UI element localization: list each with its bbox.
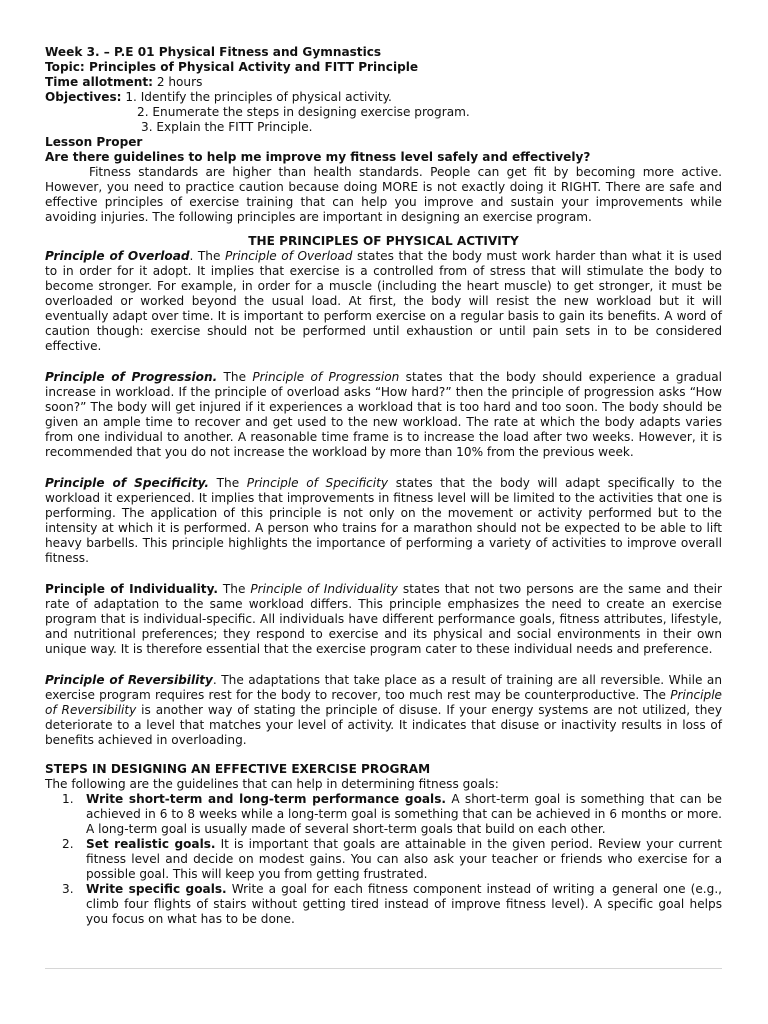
objective-3: 3. Explain the FITT Principle. <box>141 120 313 134</box>
individuality-italic: Principle of Individuality <box>250 582 398 596</box>
step-item <box>45 837 722 882</box>
reversibility-body-1: . The adaptations that take place as a result of training are all reversible. While an exercise program requires rest for the body to recover, too much rest may be counterproductive. The <box>45 673 722 702</box>
individuality-pre: The <box>217 582 251 596</box>
individuality-title: Principle of Individuality. <box>45 582 218 596</box>
overload-title: Principle of Overload <box>45 249 190 263</box>
specificity-body: states that the body will adapt specifically to the workload it experienced. It implies that improvements in fitness level will be limited to the activities that one is performing. The application of this principle is not only on the movement or activity performed but to the intensity at which it is performed. A person who trains for a marathon should not be expected to be able to lift heavy barbells. This principle highlights the importance of performing a variety of activities to improve overall fitness. <box>45 476 723 565</box>
intro-paragraph: Fitness standards are higher than health standards. People can get fit by becoming more active. However, you need to practice caution because doing MORE is not exactly doing it RIGHT. There are safe and effective principles of exercise training that can help you improve and sustain your improvements while avoiding injuries. The following principles are important in designing an exercise program. <box>45 165 722 224</box>
steps-list <box>45 792 722 927</box>
step-number: 2. <box>62 837 74 851</box>
time-label: Time allotment: <box>45 75 153 89</box>
overload-italic: Principle of Overload <box>224 249 353 263</box>
individuality-paragraph <box>45 582 722 657</box>
footer-divider <box>45 968 722 969</box>
specificity-italic: Principle of Specificity <box>246 476 389 490</box>
time-allotment <box>45 75 722 90</box>
step-body: A short-term goal is something that can be achieved in 6 to 8 weeks while a long-term goal is something that can be achieved in 6 months or more. A long-term goal is usually made of several short-term goals that build on each other. <box>86 792 722 836</box>
progression-pre: The <box>217 370 253 384</box>
guiding-question: Are there guidelines to help me improve my fitness level safely and effectively? <box>45 150 591 164</box>
steps-heading: STEPS IN DESIGNING AN EFFECTIVE EXERCISE PROGRAM <box>45 762 431 776</box>
step-title: Set realistic goals. <box>86 837 216 851</box>
step-body: Write a goal for each fitness component instead of writing a general one (e.g., climb four flights of stairs without getting tired instead of improve fitness level). A specific goal helps you focus on what has to be done. <box>86 882 723 926</box>
specificity-title: Principle of Specificity. <box>45 476 209 490</box>
overload-paragraph <box>45 249 722 354</box>
lesson-proper-heading: Lesson Proper <box>45 135 143 149</box>
overload-body: states that the body must work harder than what it is used to in order for it adopt. It implies that exercise is a controlled from of stress that will stimulate the body to become stronger. For example, in order for a muscle (including the heart muscle) to get stronger, it must be overloaded or worked beyond the usual load. At first, the body will resist the new workload but it will eventually adapt over time. It is important to perform exercise on a regular basis to gain its benefits. A word of caution though: exercise should not be performed until exhaustion or until pain sets in to be considered effective. <box>45 249 722 353</box>
objective-2: 2. Enumerate the steps in designing exercise program. <box>137 105 470 119</box>
step-number: 3. <box>62 882 74 896</box>
objectives-label: Objectives: <box>45 90 122 104</box>
steps-intro: The following are the guidelines that can help in determining fitness goals: <box>45 777 499 791</box>
document-page <box>45 45 722 927</box>
reversibility-title: Principle of Reversibility <box>45 673 213 687</box>
specificity-pre: The <box>209 476 247 490</box>
objective-1-text: 1. Identify the principles of physical activity. <box>121 90 392 104</box>
time-value: 2 hours <box>152 75 203 89</box>
specificity-paragraph <box>45 476 722 566</box>
overload-pre: . The <box>189 249 225 263</box>
step-title: Write short-term and long-term performance goals. <box>86 792 446 806</box>
topic-line: Topic: Principles of Physical Activity and FITT Principle <box>45 60 419 74</box>
week-title: Week 3. – P.E 01 Physical Fitness and Gymnastics <box>45 45 382 59</box>
objective-1 <box>45 90 722 105</box>
step-title: Write specific goals. <box>86 882 227 896</box>
step-item <box>45 882 722 927</box>
individuality-body: states that not two persons are the same and their rate of adaptation to the same workload differs. This principle emphasizes the need to create an exercise program that is individual-specific. All individuals have different performance goals, fitness attributes, lifestyle, and nutritional preferences; they respond to exercise and its physical and social environments in their own unique way. It is therefore essential that the exercise program cater to these individual needs and preference. <box>45 582 722 656</box>
reversibility-paragraph <box>45 673 722 748</box>
principles-heading: THE PRINCIPLES OF PHYSICAL ACTIVITY <box>248 234 519 248</box>
progression-paragraph <box>45 370 722 460</box>
step-number: 1. <box>62 792 74 806</box>
reversibility-body-2: is another way of stating the principle of disuse. If your energy systems are not utilized, they deteriorate to a level that matches your level of activity. It indicates that disuse or inactivity results in loss of benefits achieved in overloading. <box>45 703 722 747</box>
reversibility-italic: Principle of Reversibility <box>45 688 722 717</box>
progression-italic: Principle of Progression <box>252 370 400 384</box>
step-body: It is important that goals are attainable in the given period. Review your current fitness level and decide on modest gains. You can also ask your teacher or friends who exercise for a possible goal. This will keep you from getting frustrated. <box>86 837 722 881</box>
progression-title: Principle of Progression. <box>45 370 218 384</box>
step-item <box>45 792 722 837</box>
progression-body: states that the body should experience a gradual increase in workload. If the principle of overload asks “How hard?” then the principle of progression asks “How soon?” The body will get injured if it experiences a workload that is too hard and too soon. The body should be given an ample time to recover and get used to the new workload. The rate at which the body adapts varies from one individual to another. A reasonable time frame is to increase the load after two weeks. However, it is recommended that you do not increase the workload by more than 10% from the previous week. <box>45 370 723 459</box>
